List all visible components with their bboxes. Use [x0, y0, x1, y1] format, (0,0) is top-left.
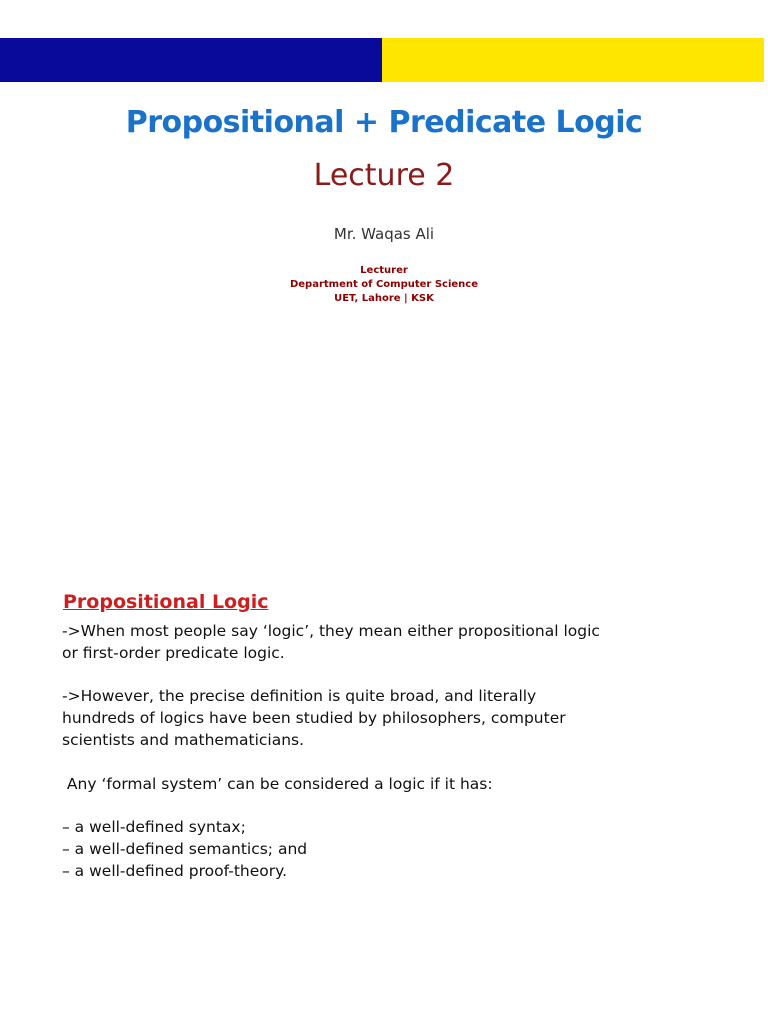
paragraph-line: ->When most people say ‘logic’, they mean either propositional logic — [62, 622, 600, 640]
author-name: Mr. Waqas Ali — [333, 225, 435, 243]
list-item: – a well-defined proof-theory. — [62, 862, 288, 880]
paragraph-line: Any ‘formal system’ can be considered a logic if it has: — [62, 775, 493, 793]
list-item: – a well-defined syntax; — [62, 818, 246, 836]
author-department: Department of Computer Science — [289, 279, 479, 290]
paragraph-line: ->However, the precise definition is quite broad, and literally — [62, 687, 537, 705]
lecture-number: Lecture 2 — [313, 158, 455, 193]
header-band-blue — [0, 38, 382, 82]
page-title: Propositional + Predicate Logic — [125, 105, 643, 140]
author-institution: UET, Lahore | KSK — [334, 293, 434, 304]
header-band-yellow — [382, 38, 764, 82]
section-heading: Propositional Logic — [63, 591, 269, 613]
list-item: – a well-defined semantics; and — [62, 840, 308, 858]
author-role: Lecturer — [360, 265, 408, 276]
paragraph-line: scientists and mathematicians. — [62, 731, 305, 749]
paragraph-line: or first-order predicate logic. — [62, 644, 285, 662]
paragraph-line: hundreds of logics have been studied by philosophers, computer — [62, 709, 566, 727]
